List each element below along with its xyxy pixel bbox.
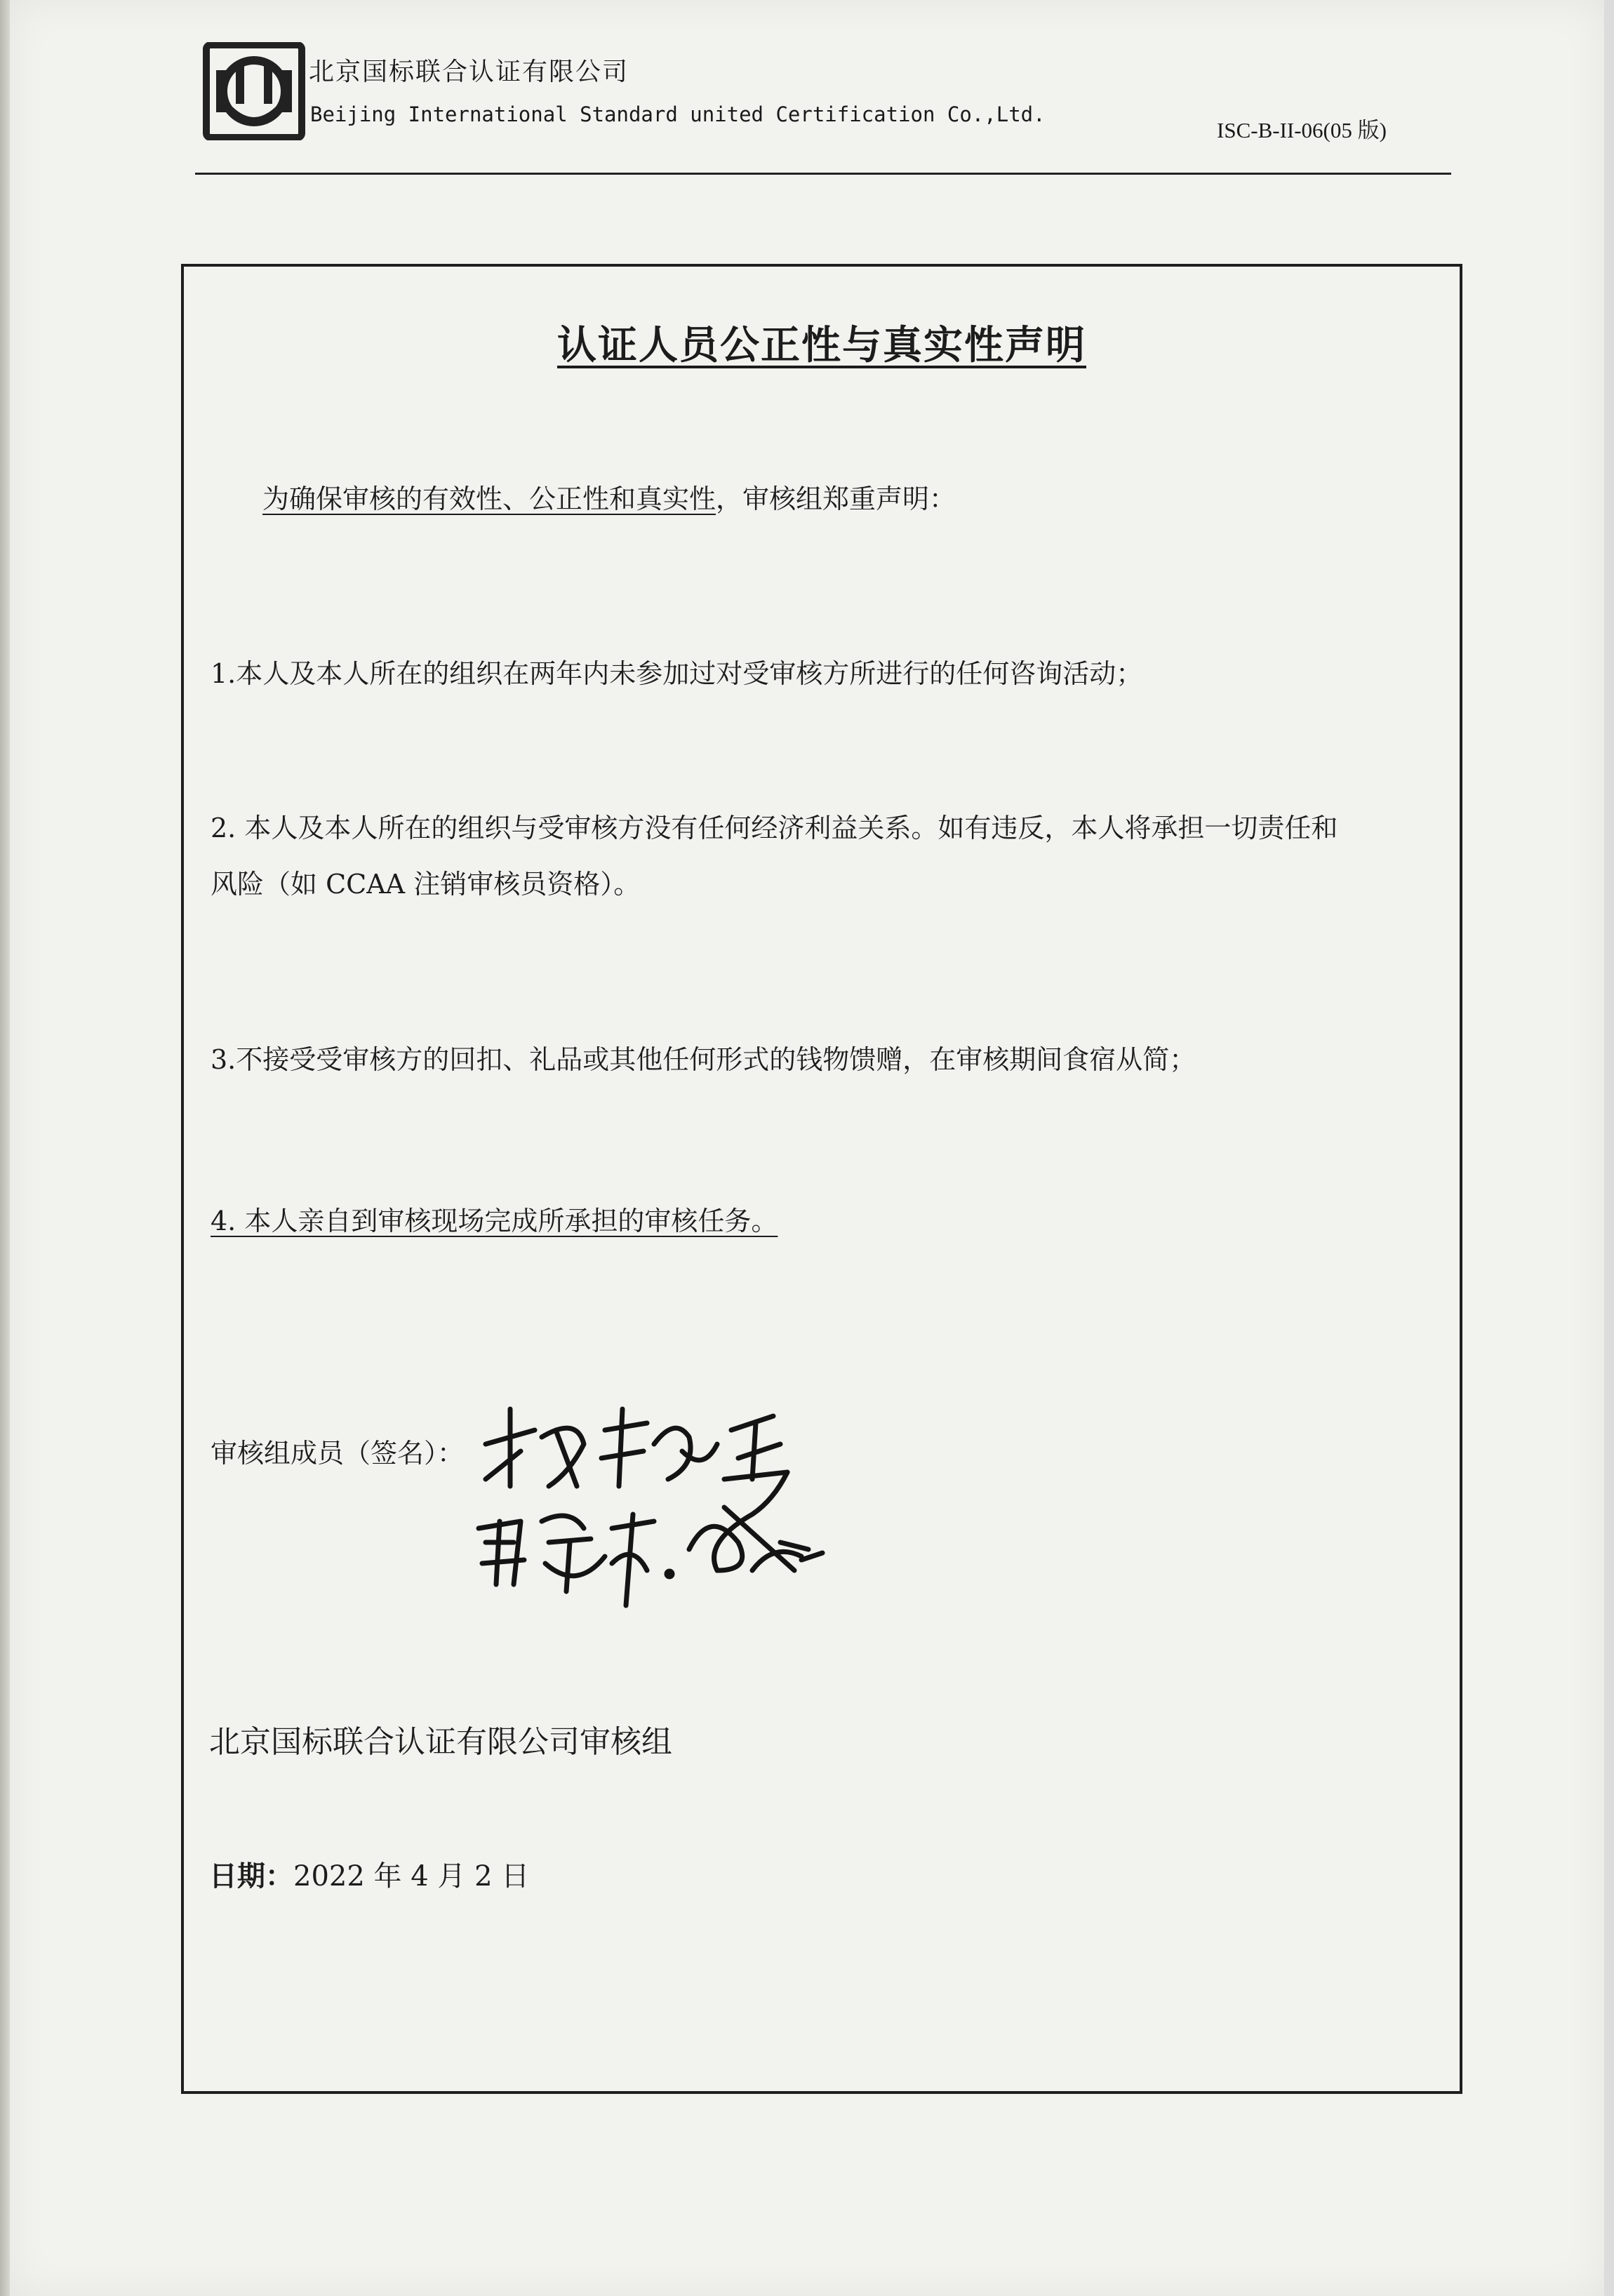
intro-underlined: 为确保审核的有效性、公正性和真实性 bbox=[262, 483, 716, 514]
statement-item-4: 4. 本人亲自到审核现场完成所承担的审核任务。 bbox=[211, 1206, 778, 1236]
intro-rest: ，审核组郑重声明： bbox=[716, 483, 956, 514]
page-edge bbox=[0, 0, 10, 2296]
audit-team-organization: 北京国标联合认证有限公司审核组 bbox=[209, 1724, 672, 1760]
company-name-en: Beijing International Standard united Certification Co.,Ltd. bbox=[310, 102, 1046, 126]
signature-label: 审核组成员（签名）： bbox=[211, 1438, 465, 1469]
statement-item-3: 3.不接受受审核方的回扣、礼品或其他任何形式的钱物馈赠，在审核期间食宿从简； bbox=[211, 1044, 1196, 1075]
statement-item-1: 1.本人及本人所在的组织在两年内未参加过对受审核方所进行的任何咨询活动； bbox=[211, 658, 1143, 689]
company-name-cn: 北京国标联合认证有限公司 bbox=[309, 58, 629, 86]
header-divider bbox=[195, 173, 1451, 175]
statement-date bbox=[209, 1854, 529, 1894]
statement-item-2-continued: 风险（如 CCAA 注销审核员资格）。 bbox=[211, 869, 641, 900]
statement-title: 认证人员公正性与真实性声明 bbox=[557, 323, 1086, 368]
statement-item-2: 2. 本人及本人所在的组织与受审核方没有任何经济利益关系。如有违反，本人将承担一切责任和 bbox=[211, 813, 1338, 843]
document-code: ISC-B-II-06(05 版) bbox=[1217, 118, 1387, 142]
statement-intro bbox=[262, 477, 956, 516]
handwritten-signatures bbox=[472, 1402, 1005, 1613]
company-seal-logo-icon bbox=[202, 42, 306, 140]
statement-box bbox=[181, 264, 1462, 2094]
date-value: 2022 年 4 月 2 日 bbox=[293, 1860, 530, 1893]
date-label: 日期： bbox=[209, 1860, 293, 1893]
